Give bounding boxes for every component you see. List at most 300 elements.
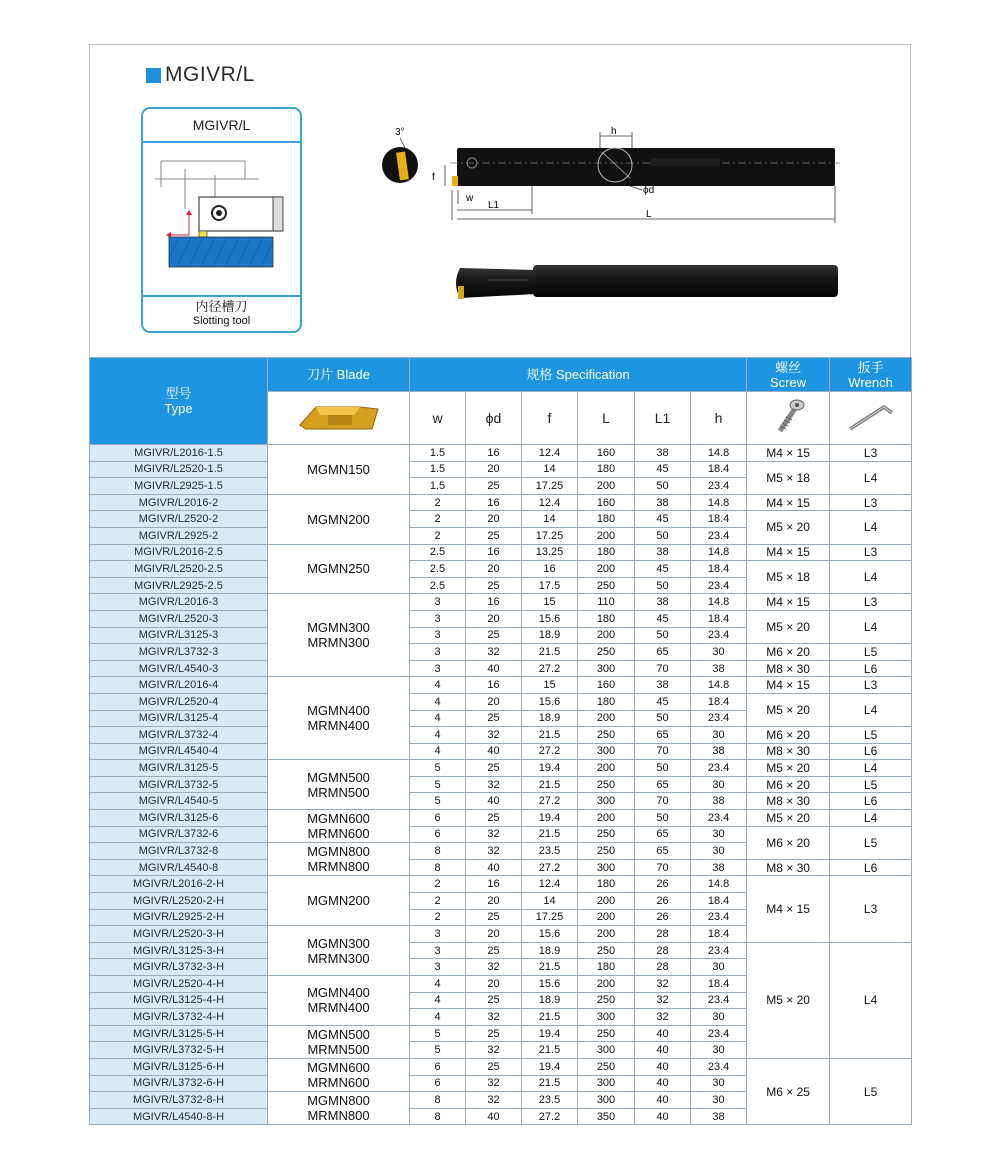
wrench-cell: L6: [830, 859, 912, 876]
L-label: L: [646, 209, 652, 220]
cell-L: 200: [578, 478, 635, 495]
cell-h: 38: [691, 793, 747, 810]
table-row: [90, 1058, 912, 1075]
cell-h: 30: [691, 1092, 747, 1109]
table-row: [90, 793, 912, 810]
cell-h: 14.8: [691, 594, 747, 611]
type-cell: MGIVR/L2925-2-H: [90, 909, 268, 926]
L1-label: L1: [488, 200, 500, 211]
cell-w: 3: [410, 942, 466, 959]
cell-h: 14.8: [691, 445, 747, 462]
cell-L1: 45: [635, 693, 691, 710]
wrench-header-en: Wrench: [848, 374, 893, 390]
cell-h: 23.4: [691, 577, 747, 594]
wrench-cell: L4: [830, 610, 912, 643]
screw-cell: M5 × 18: [747, 561, 830, 594]
table-row: [90, 644, 912, 661]
cell-f: 12.4: [522, 445, 578, 462]
cell-f: 27.2: [522, 743, 578, 760]
cell-L1: 50: [635, 478, 691, 495]
cell-f: 19.4: [522, 810, 578, 827]
col-f: f: [522, 392, 578, 445]
cell-L1: 70: [635, 660, 691, 677]
cell-w: 2: [410, 909, 466, 926]
cell-f: 23.5: [522, 843, 578, 860]
tool-photo: [448, 258, 843, 308]
cell-w: 2: [410, 893, 466, 910]
cell-d: 40: [466, 743, 522, 760]
cell-d: 40: [466, 1108, 522, 1125]
type-cell: MGIVR/L3125-4-H: [90, 992, 268, 1009]
type-cell: MGIVR/L3732-3-H: [90, 959, 268, 976]
cell-L1: 28: [635, 959, 691, 976]
screw-cell: M5 × 20: [747, 511, 830, 544]
cell-L1: 26: [635, 909, 691, 926]
cell-h: 23.4: [691, 810, 747, 827]
blade-cell: MGMN300 MRMN300: [268, 594, 410, 677]
wrench-cell: L4: [830, 461, 912, 494]
wrench-cell: L4: [830, 561, 912, 594]
cell-L1: 38: [635, 494, 691, 511]
cell-d: 16: [466, 445, 522, 462]
cell-d: 32: [466, 1092, 522, 1109]
cell-w: 3: [410, 610, 466, 627]
cell-h: 30: [691, 843, 747, 860]
table-row: [90, 876, 912, 893]
col-L1: L1: [635, 392, 691, 445]
cell-f: 18.9: [522, 942, 578, 959]
cell-w: 5: [410, 793, 466, 810]
caption-en: Slotting tool: [192, 315, 251, 327]
caption-cn: 内径槽刀: [195, 299, 248, 314]
cell-w: 4: [410, 743, 466, 760]
cell-L1: 40: [635, 1058, 691, 1075]
screw-cell: M8 × 30: [747, 859, 830, 876]
cell-h: 30: [691, 959, 747, 976]
cell-w: 3: [410, 959, 466, 976]
cell-f: 18.9: [522, 627, 578, 644]
tool-insert: [452, 176, 458, 186]
cell-L: 180: [578, 876, 635, 893]
cell-L1: 38: [635, 594, 691, 611]
cell-L: 180: [578, 959, 635, 976]
table-row: [90, 610, 912, 627]
cell-f: 17.5: [522, 577, 578, 594]
cell-f: 23.5: [522, 1092, 578, 1109]
table-row: [90, 727, 912, 744]
col-L: L: [578, 392, 635, 445]
cell-L1: 50: [635, 810, 691, 827]
cell-L1: 70: [635, 743, 691, 760]
cell-f: 16: [522, 561, 578, 578]
cell-w: 5: [410, 1042, 466, 1059]
type-cell: MGIVR/L2016-3: [90, 594, 268, 611]
cell-L1: 26: [635, 876, 691, 893]
cell-h: 18.4: [691, 561, 747, 578]
cell-d: 25: [466, 942, 522, 959]
table-row: [90, 743, 912, 760]
type-cell: MGIVR/L3732-8: [90, 843, 268, 860]
cell-L1: 70: [635, 859, 691, 876]
screw-cell: M4 × 15: [747, 594, 830, 611]
cell-f: 19.4: [522, 1025, 578, 1042]
cell-L: 200: [578, 909, 635, 926]
type-cell: MGIVR/L3732-3: [90, 644, 268, 661]
type-cell: MGIVR/L3732-5-H: [90, 1042, 268, 1059]
spec-table: [89, 357, 912, 1125]
cell-f: 21.5: [522, 959, 578, 976]
cell-L: 200: [578, 893, 635, 910]
cell-L: 110: [578, 594, 635, 611]
col-h: h: [691, 392, 747, 445]
wrench-cell: L6: [830, 743, 912, 760]
wrench-cell: L4: [830, 810, 912, 827]
type-cell: MGIVR/L2520-3: [90, 610, 268, 627]
cell-d: 16: [466, 876, 522, 893]
type-cell: MGIVR/L4540-4: [90, 743, 268, 760]
wrench-cell: L6: [830, 660, 912, 677]
table-row: [90, 810, 912, 827]
type-cell: MGIVR/L2925-2: [90, 527, 268, 544]
boring-slot-diagram: [149, 149, 295, 269]
blade-cell: MGMN200: [268, 494, 410, 544]
cell-h: 14.8: [691, 876, 747, 893]
blade-cell: MGMN800 MRMN800: [268, 843, 410, 876]
table-row: [90, 942, 912, 959]
cell-w: 2.5: [410, 544, 466, 561]
cell-h: 38: [691, 743, 747, 760]
cell-L: 300: [578, 1009, 635, 1026]
cell-L: 250: [578, 843, 635, 860]
cell-w: 5: [410, 760, 466, 777]
cell-L1: 45: [635, 610, 691, 627]
cell-L: 200: [578, 710, 635, 727]
cell-L: 250: [578, 776, 635, 793]
type-cell: MGIVR/L3732-4: [90, 727, 268, 744]
type-cell: MGIVR/L2016-2.5: [90, 544, 268, 561]
wrench-cell: L5: [830, 727, 912, 744]
cell-w: 4: [410, 976, 466, 993]
cell-f: 21.5: [522, 727, 578, 744]
cell-L1: 65: [635, 843, 691, 860]
cell-f: 14: [522, 893, 578, 910]
wrench-cell: L5: [830, 826, 912, 859]
wrench-cell: L3: [830, 677, 912, 694]
cell-h: 30: [691, 826, 747, 843]
cell-L1: 32: [635, 992, 691, 1009]
cell-w: 5: [410, 776, 466, 793]
cell-L: 250: [578, 992, 635, 1009]
table-row: [90, 826, 912, 843]
cell-w: 6: [410, 810, 466, 827]
cell-L1: 65: [635, 644, 691, 661]
cell-w: 4: [410, 677, 466, 694]
wrench-cell: L4: [830, 942, 912, 1058]
cell-L: 250: [578, 826, 635, 843]
cell-h: 30: [691, 727, 747, 744]
type-header: [90, 358, 268, 445]
cell-h: 30: [691, 1075, 747, 1092]
cell-f: 17.25: [522, 478, 578, 495]
cell-L1: 26: [635, 893, 691, 910]
wrench-cell: L3: [830, 876, 912, 942]
screw-cell: M5 × 20: [747, 610, 830, 643]
screw-header: [747, 358, 830, 392]
tool-dimension-drawing: [360, 120, 860, 230]
wrench-cell: L6: [830, 793, 912, 810]
type-cell: MGIVR/L3125-3-H: [90, 942, 268, 959]
screw-cell: M4 × 15: [747, 445, 830, 462]
cell-L: 250: [578, 1025, 635, 1042]
screw-cell: M8 × 30: [747, 743, 830, 760]
cell-L1: 40: [635, 1108, 691, 1125]
cell-L: 160: [578, 677, 635, 694]
cell-f: 15.6: [522, 926, 578, 943]
cell-d: 25: [466, 478, 522, 495]
cell-L: 250: [578, 1058, 635, 1075]
table-row: [90, 594, 912, 611]
w-label: w: [466, 193, 474, 204]
cell-L: 200: [578, 976, 635, 993]
cell-L: 180: [578, 461, 635, 478]
cell-h: 18.4: [691, 976, 747, 993]
cell-w: 1.5: [410, 478, 466, 495]
cell-w: 4: [410, 710, 466, 727]
cell-h: 23.4: [691, 1058, 747, 1075]
cell-f: 21.5: [522, 1075, 578, 1092]
table-row: [90, 544, 912, 561]
cell-h: 30: [691, 1009, 747, 1026]
cell-h: 14.8: [691, 494, 747, 511]
cell-d: 20: [466, 976, 522, 993]
cell-w: 4: [410, 693, 466, 710]
cell-L: 250: [578, 942, 635, 959]
type-cell: MGIVR/L3732-5: [90, 776, 268, 793]
type-cell: MGIVR/L2520-2.5: [90, 561, 268, 578]
type-cell: MGIVR/L3732-4-H: [90, 1009, 268, 1026]
cell-L1: 38: [635, 677, 691, 694]
cell-L1: 50: [635, 627, 691, 644]
cell-L1: 32: [635, 976, 691, 993]
cell-f: 17.25: [522, 527, 578, 544]
cell-L1: 45: [635, 561, 691, 578]
type-cell: MGIVR/L2520-3-H: [90, 926, 268, 943]
wrench-cell: L5: [830, 1058, 912, 1124]
cell-w: 3: [410, 594, 466, 611]
cell-w: 1.5: [410, 445, 466, 462]
cell-f: 19.4: [522, 1058, 578, 1075]
table-row: [90, 776, 912, 793]
cell-L1: 65: [635, 776, 691, 793]
type-header-en: Type: [164, 401, 193, 416]
type-cell: MGIVR/L2016-2-H: [90, 876, 268, 893]
cell-L: 180: [578, 693, 635, 710]
cell-w: 2.5: [410, 561, 466, 578]
title-marker: [146, 68, 161, 83]
cell-f: 12.4: [522, 876, 578, 893]
angle-label: 3°: [395, 127, 405, 138]
cell-d: 32: [466, 776, 522, 793]
cell-L1: 40: [635, 1042, 691, 1059]
cell-L: 300: [578, 793, 635, 810]
cell-f: 27.2: [522, 859, 578, 876]
wrench-header: [830, 358, 912, 392]
cell-d: 32: [466, 644, 522, 661]
cell-f: 21.5: [522, 1009, 578, 1026]
table-row: [90, 561, 912, 578]
type-cell: MGIVR/L2520-4-H: [90, 976, 268, 993]
cell-L: 200: [578, 627, 635, 644]
cell-d: 25: [466, 1058, 522, 1075]
type-cell: MGIVR/L2520-2-H: [90, 893, 268, 910]
cell-w: 3: [410, 660, 466, 677]
screw-cell: M6 × 20: [747, 727, 830, 744]
blade-cell: MGMN400 MRMN400: [268, 677, 410, 760]
blade-cell: MGMN200: [268, 876, 410, 926]
type-cell: MGIVR/L3125-5: [90, 760, 268, 777]
cell-d: 32: [466, 727, 522, 744]
table-row: [90, 445, 912, 462]
cell-f: 21.5: [522, 826, 578, 843]
cell-L: 250: [578, 644, 635, 661]
table-row: [90, 660, 912, 677]
type-cell: MGIVR/L3125-6: [90, 810, 268, 827]
cell-w: 8: [410, 1092, 466, 1109]
cell-f: 27.2: [522, 793, 578, 810]
wrench-cell: L5: [830, 776, 912, 793]
type-cell: MGIVR/L2925-1.5: [90, 478, 268, 495]
cell-d: 16: [466, 494, 522, 511]
cell-L1: 50: [635, 760, 691, 777]
cell-w: 6: [410, 826, 466, 843]
screw-cell: M4 × 15: [747, 494, 830, 511]
cell-w: 8: [410, 843, 466, 860]
cell-f: 18.9: [522, 710, 578, 727]
cell-f: 21.5: [522, 776, 578, 793]
screw-cell: M4 × 15: [747, 876, 830, 942]
cell-w: 2: [410, 511, 466, 528]
type-header-cn: 型号: [165, 386, 192, 401]
cell-f: 15: [522, 677, 578, 694]
cell-w: 3: [410, 926, 466, 943]
spec-table-body: [90, 445, 912, 1125]
blade-insert-icon: [296, 399, 382, 435]
cell-h: 18.4: [691, 610, 747, 627]
cell-L: 300: [578, 859, 635, 876]
cell-h: 23.4: [691, 627, 747, 644]
cell-L: 200: [578, 926, 635, 943]
cell-d: 25: [466, 1025, 522, 1042]
wrench-header-cn: 扳手: [857, 359, 884, 375]
cell-L: 300: [578, 1092, 635, 1109]
cell-f: 14: [522, 511, 578, 528]
cell-L: 200: [578, 561, 635, 578]
cell-f: 18.9: [522, 992, 578, 1009]
cell-L1: 50: [635, 527, 691, 544]
cell-f: 13.25: [522, 544, 578, 561]
cell-w: 8: [410, 859, 466, 876]
screw-header-en: Screw: [770, 374, 807, 390]
cell-d: 25: [466, 760, 522, 777]
wrench-cell: L4: [830, 760, 912, 777]
cell-L: 180: [578, 544, 635, 561]
blade-cell: MGMN600 MRMN600: [268, 1058, 410, 1091]
screw-cell: M6 × 25: [747, 1058, 830, 1124]
spec-header: 规格 Specification: [410, 358, 747, 392]
cell-h: 23.4: [691, 909, 747, 926]
type-cell: MGIVR/L2520-1.5: [90, 461, 268, 478]
type-cell: MGIVR/L4540-5: [90, 793, 268, 810]
cell-f: 27.2: [522, 660, 578, 677]
table-row: [90, 461, 912, 478]
tool-shank: [457, 148, 835, 186]
blade-cell: MGMN250: [268, 544, 410, 594]
cell-L: 200: [578, 527, 635, 544]
cell-L: 160: [578, 445, 635, 462]
cell-f: 12.4: [522, 494, 578, 511]
type-cell: MGIVR/L4540-8-H: [90, 1108, 268, 1125]
table-row: [90, 859, 912, 876]
wrench-cell: L3: [830, 544, 912, 561]
cell-f: 14: [522, 461, 578, 478]
type-cell: MGIVR/L3732-8-H: [90, 1092, 268, 1109]
cell-d: 25: [466, 710, 522, 727]
cell-w: 2: [410, 527, 466, 544]
cell-L1: 40: [635, 1075, 691, 1092]
wrench-cell: L4: [830, 511, 912, 544]
screw-cell: M4 × 15: [747, 544, 830, 561]
cell-h: 30: [691, 776, 747, 793]
type-cell: MGIVR/L3125-3: [90, 627, 268, 644]
cell-f: 17.25: [522, 909, 578, 926]
type-cell: MGIVR/L4540-3: [90, 660, 268, 677]
cell-w: 6: [410, 1075, 466, 1092]
cell-L1: 38: [635, 544, 691, 561]
cell-L1: 28: [635, 942, 691, 959]
cell-d: 32: [466, 1009, 522, 1026]
type-cell: MGIVR/L3732-6-H: [90, 1075, 268, 1092]
cell-L: 180: [578, 610, 635, 627]
wrench-cell: L5: [830, 644, 912, 661]
cell-d: 20: [466, 561, 522, 578]
blade-cell: MGMN800 MRMN800: [268, 1092, 410, 1125]
cell-L1: 65: [635, 727, 691, 744]
wrench-cell: L3: [830, 494, 912, 511]
cell-w: 5: [410, 1025, 466, 1042]
screw-cell: M8 × 30: [747, 660, 830, 677]
table-row: [90, 677, 912, 694]
cell-L: 200: [578, 760, 635, 777]
screw-cell: M5 × 20: [747, 810, 830, 827]
cell-f: 15: [522, 594, 578, 611]
cell-d: 25: [466, 909, 522, 926]
cell-h: 18.4: [691, 461, 747, 478]
cell-d: 20: [466, 511, 522, 528]
screw-cell: M5 × 20: [747, 693, 830, 726]
cell-d: 20: [466, 926, 522, 943]
table-row: [90, 511, 912, 528]
cell-d: 20: [466, 461, 522, 478]
type-cell: MGIVR/L3732-6: [90, 826, 268, 843]
blade-header: 刀片 Blade: [268, 358, 410, 392]
type-cell: MGIVR/L2925-2.5: [90, 577, 268, 594]
cell-L1: 45: [635, 511, 691, 528]
cell-L: 300: [578, 1075, 635, 1092]
cell-d: 32: [466, 843, 522, 860]
cell-h: 14.8: [691, 677, 747, 694]
screw-cell: M5 × 18: [747, 461, 830, 494]
cell-f: 15.6: [522, 976, 578, 993]
